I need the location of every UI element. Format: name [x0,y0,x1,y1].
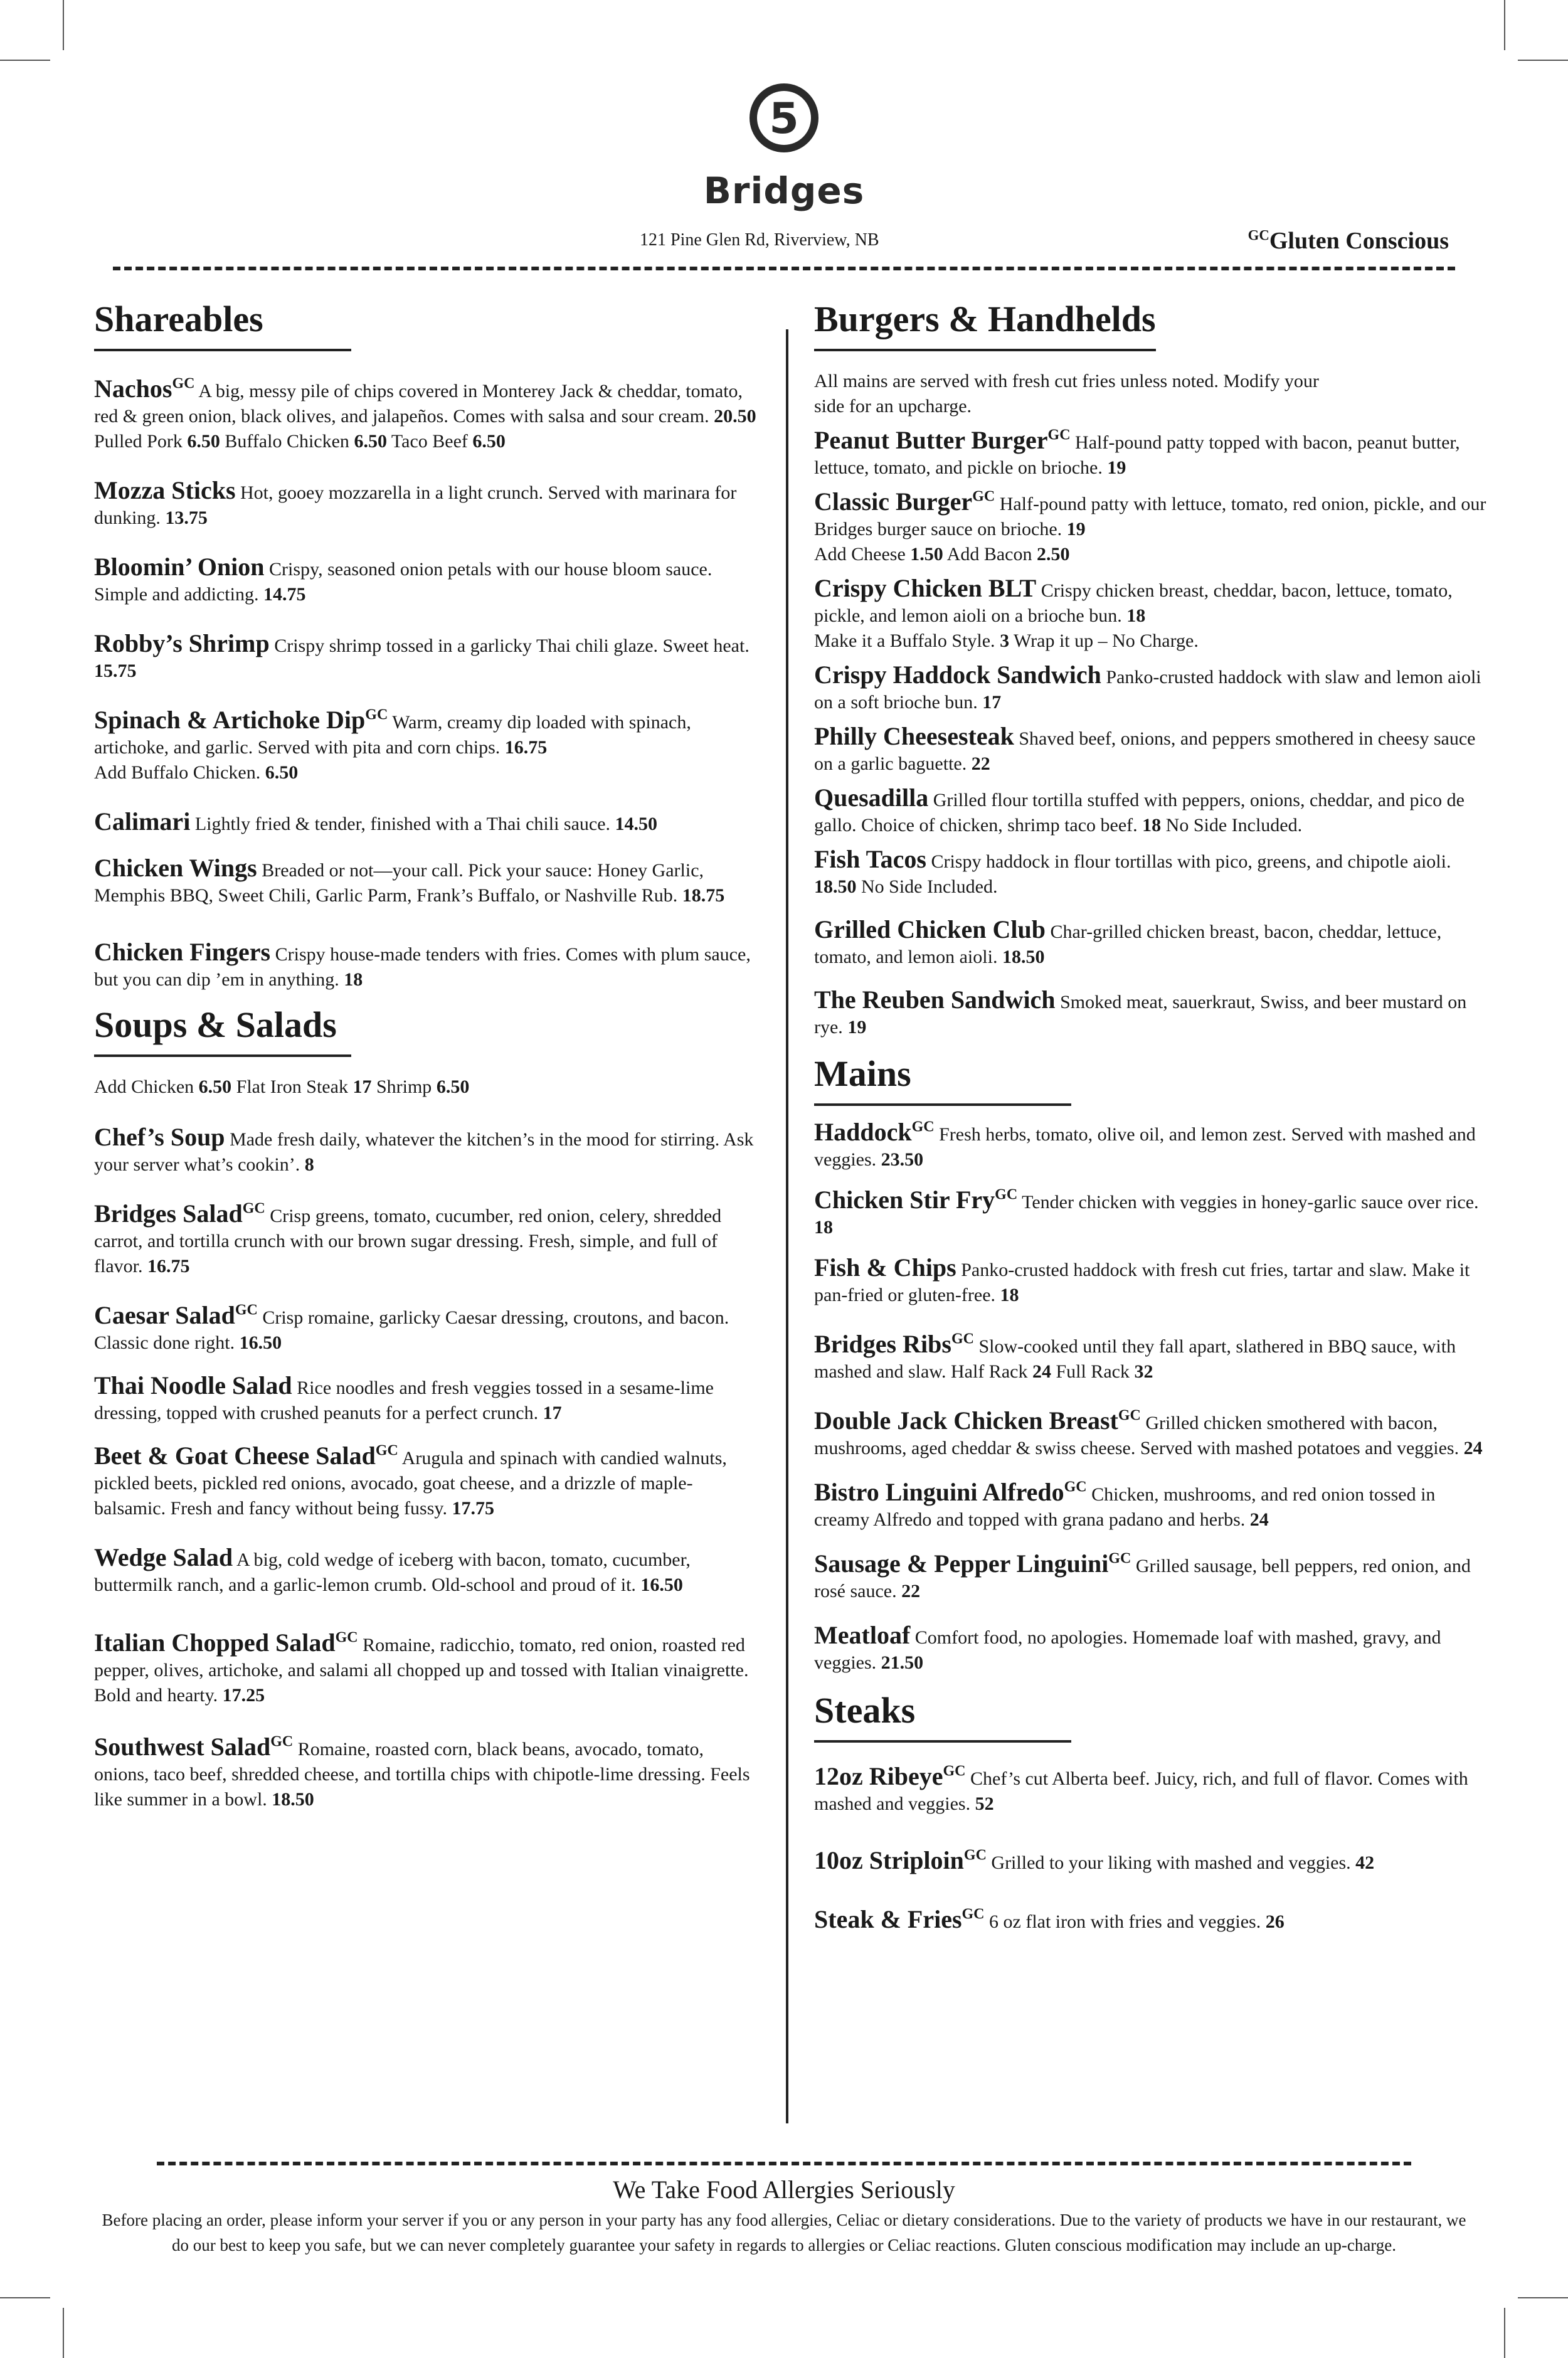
burgers-list [814,428,1491,1040]
extra-label: Buffalo Chicken [225,431,354,452]
item-name: Peanut Butter Burger$^{GC}$ [814,426,1071,454]
crop-mark [0,60,50,61]
item-price: 18 [1000,1285,1019,1305]
menu-item [94,1630,759,1708]
gc-badge: GC [943,1763,966,1780]
item-name: The Reuben Sandwich [814,985,1056,1014]
gc-badge: GC [375,1442,398,1459]
gc-badge: GC [335,1629,358,1646]
gc-badge: GC [270,1733,294,1750]
item-description: Smoked meat, sauerkraut, Swiss, and beer mustard on rye. [814,992,1467,1038]
item-name: Double Jack Chicken Breast$^{GC}$ [814,1406,1141,1435]
item-price: 18.50 [1002,947,1045,967]
menu-item [94,1125,759,1177]
item-name: Wedge Salad [94,1543,233,1571]
section-title: Mains [814,1053,1071,1106]
item-name: Thai Noodle Salad [94,1371,292,1399]
addon-price: 6.50 [198,1076,232,1097]
menu-header [0,82,1568,270]
item-name: Fish Tacos [814,845,926,873]
menu-item [814,1551,1491,1604]
menu-item [94,856,759,908]
menu-item [814,1907,1491,1935]
menu-item [94,478,759,531]
item-description: Breaded or not—your call. Pick your sauce: Honey Garlic, Memphis BBQ, Sweet Chili, Garlic Parm, Frank’s Buffalo, or Nashville Rub. [94,860,704,906]
item-price: 19 [1107,457,1126,478]
item-description: Made fresh daily, whatever the kitchen’s in the mood for stirring. Ask your server what’s cookin’. [94,1129,754,1175]
menu-item [814,1255,1491,1308]
item-description: A big, cold wedge of iceberg with bacon, tomato, cucumber, buttermilk ranch, and a garlic-lemon crumb. Old-school and proud of it. [94,1549,691,1595]
soups-salads-section [94,1004,759,1812]
item-price: 18 [1142,815,1162,836]
menu-item [814,1120,1491,1172]
item-price: 15.75 [94,661,137,681]
allergy-notice [94,2175,1474,2258]
item-price: 13.75 [165,507,208,528]
item-description: Arugula and spinach with candied walnuts, pickled beets, pickled red onions, avocado, goat cheese, and a drizzle of maple-balsamic. Fresh and fancy without being fussy. [94,1448,727,1519]
item-name: Bloomin’ Onion [94,553,265,581]
soups-addons-note [94,1075,759,1100]
menu-item [814,428,1491,481]
item-price: 18.50 [272,1789,314,1810]
header-divider [113,267,1455,270]
menu-item [814,1480,1491,1532]
brand-name: Bridges [703,169,865,212]
addon-label: Flat Iron Steak [236,1076,353,1097]
item-price: 17 [982,692,1002,713]
extra-price: 3 [1000,630,1010,651]
extra-label: Add Cheese [814,544,911,565]
item-name: Mozza Sticks [94,476,236,504]
item-price: 22 [971,753,990,774]
menu-item [94,1734,759,1812]
item-price: 18 [1126,605,1146,626]
extra-label: Make it a Buffalo Style. [814,630,1000,651]
item-description: Char-grilled chicken breast, bacon, cheddar, lettuce, tomato, and lemon aioli. [814,921,1442,967]
item-extras [814,542,1491,567]
burgers-section [814,298,1491,1040]
menu-item [94,708,759,785]
item-description: Warm, creamy dip loaded with spinach, artichoke, and garlic. Served with pita and corn chips. [94,712,691,758]
item-name: Classic Burger$^{GC}$ [814,487,995,516]
restaurant-address: 121 Pine Glen Rd, Riverview, NB [640,230,879,250]
item-price: 14.75 [263,584,306,605]
burgers-note: All mains are served with fresh cut fries unless noted. Modify your side for an upcharge. [814,371,1319,417]
item-description: Comfort food, no apologies. Homemade loaf with mashed, gravy, and veggies. [814,1627,1441,1673]
item-name: Chicken Stir Fry$^{GC}$ [814,1186,1018,1214]
item-price: 8 [304,1154,314,1175]
item-price: 22 [901,1581,921,1601]
item-price: 14.50 [615,814,658,834]
item-name: Chef’s Soup [94,1123,225,1151]
item-name: Philly Cheesesteak [814,722,1014,750]
menu-item [814,785,1491,838]
item-name: Bridges Ribs$^{GC}$ [814,1330,974,1358]
item-description: Half-pound patty topped with bacon, peanut butter, lettuce, tomato, and pickle on brioche. [814,432,1460,478]
menu-item [94,1373,759,1426]
footer-divider [157,2162,1411,2165]
left-column [94,298,759,1812]
shareables-list [94,376,759,992]
menu-item [814,1187,1491,1240]
gc-badge: GC [242,1200,265,1217]
item-description: Tender chicken with veggies in honey-garlic sauce over rice. [1022,1192,1479,1213]
item-description: Crispy chicken breast, cheddar, bacon, lettuce, tomato, pickle, and lemon aioli on a brioche bun. [814,580,1453,626]
item-price: 20.50 [714,406,756,427]
item-extras [94,760,759,785]
item-price: 17.75 [452,1498,494,1519]
extra-price: 1.50 [910,544,943,565]
item-description: Grilled sausage, bell peppers, red onion, and rosé sauce. [814,1556,1471,1601]
shareables-section [94,298,759,992]
item-description: Crispy haddock in flour tortillas with pico, greens, and chipotle aioli. [931,851,1451,872]
menu-item [94,1201,759,1279]
item-description: Grilled chicken smothered with bacon, mushrooms, aged cheddar & swiss cheese. Served with mashed potatoes and veggies. [814,1413,1464,1458]
addon-label: Shrimp [376,1076,437,1097]
item-description: Panko-crusted haddock with slaw and lemon aioli on a soft brioche bun. [814,667,1481,713]
item-description: Crisp romaine, garlicky Caesar dressing, croutons, and bacon. Classic done right. [94,1307,729,1353]
extra-label: Add Buffalo Chicken. [94,762,265,783]
addon-price: 17 [352,1076,372,1097]
item-price: 26 [1265,1911,1285,1932]
item-description: Crispy shrimp tossed in a garlicky Thai chili glaze. Sweet heat. [274,635,750,656]
item-name: Robby’s Shrimp [94,629,270,657]
extra-price: 6.50 [187,431,220,452]
item-description: Romaine, radicchio, tomato, red onion, roasted red pepper, olives, artichoke, and salami all chopped up and tossed with Italian vinaigrette. Bold and hearty. [94,1635,749,1706]
item-description: 6 oz flat iron with fries and veggies. [989,1911,1266,1932]
allergy-text: Before placing an order, please inform your server if you or any person in your party has any food allergies, Celiac or dietary considerations. Due to the variety of products we have in our restaurant, we do our best to keep you safe, but we can never completely guarantee your safety in regards to allergies or Celiac reactions. Gluten conscious modification may include an up-charge. [102,2211,1466,2254]
item-note: No Side Included. [1165,815,1303,836]
item-description: A big, messy pile of chips covered in Monterey Jack & cheddar, tomato, red & green onion, black olives, and jalapeños. Comes with salsa and sour cream. [94,381,743,427]
menu-item [94,376,759,454]
menu-item [94,1545,759,1598]
menu-item [814,1332,1491,1384]
extra-label: Taco Beef [391,431,473,452]
menu-item [814,917,1491,970]
item-name: Bistro Linguini Alfredo$^{GC}$ [814,1478,1087,1506]
item-price: 17.25 [222,1685,265,1706]
steaks-list [814,1764,1491,1935]
extra-label: Wrap it up – No Charge. [1014,630,1199,651]
item-price: 18.50 [814,876,857,897]
menu-item [814,1764,1491,1817]
item-name: Fish & Chips [814,1253,956,1282]
crop-mark [1504,0,1505,50]
item-note: No Side Included. [861,876,998,897]
gc-badge: GC [961,1906,985,1923]
mains-section [814,1053,1491,1676]
menu-item [814,987,1491,1040]
extra-label: Add Bacon [946,544,1037,565]
item-price: 18 [814,1217,833,1238]
gluten-conscious-key [1248,227,1449,255]
crop-mark [1504,2308,1505,2358]
menu-item [814,1848,1491,1876]
menu-item [814,662,1491,715]
menu-item [94,1443,759,1521]
item-name: Spinach & Artichoke Dip$^{GC}$ [94,706,388,734]
item-name: Meatloaf [814,1621,911,1649]
item-name: Crispy Haddock Sandwich [814,661,1101,689]
item-name: 12oz Ribeye$^{GC}$ [814,1762,966,1790]
addon-label: Add Chicken [94,1076,199,1097]
gc-badge: GC [172,375,195,392]
item-description: Grilled to your liking with mashed and veggies. [991,1852,1356,1873]
item-name: Haddock$^{GC}$ [814,1118,935,1146]
item-price: 24 [1463,1438,1483,1458]
item-price: 18.75 [682,885,725,906]
item-name: Grilled Chicken Club [814,915,1046,943]
section-title: Shareables [94,298,351,351]
logo-numeral: 5 [769,94,799,144]
gc-badge: GC [1108,1550,1131,1567]
crop-mark [1518,2297,1568,2298]
item-description: Shaved beef, onions, and peppers smothered in cheesy sauce on a garlic baguette. [814,728,1476,774]
item-option: Full Rack [1056,1361,1135,1382]
item-name: Italian Chopped Salad$^{GC}$ [94,1628,358,1657]
item-name: Chicken Fingers [94,938,271,966]
mains-list [814,1120,1491,1676]
five-bridges-logo [748,82,820,154]
menu-item [814,724,1491,777]
menu-item [94,940,759,992]
item-description: Grilled flour tortilla stuffed with peppers, onions, cheddar, and pico de gallo. Choice of chicken, shrimp taco beef. [814,790,1465,836]
allergy-title: We Take Food Allergies Seriously [613,2175,955,2204]
gc-badge: GC [1047,427,1071,443]
item-price: 16.50 [640,1575,683,1595]
extra-price: 2.50 [1036,544,1070,565]
item-price: 52 [975,1793,994,1814]
extra-price: 6.50 [265,762,299,783]
addon-price: 6.50 [436,1076,470,1097]
item-price: 17 [543,1403,562,1423]
right-column [814,298,1491,1935]
crop-mark [0,2297,50,2298]
item-price: 24 [1032,1361,1051,1382]
item-name: Quesadilla [814,783,929,812]
menu-item [814,489,1491,567]
gc-badge: GC [911,1118,935,1135]
item-description: Slow-cooked until they fall apart, slathered in BBQ sauce, with mashed and slaw. Half Rack [814,1336,1456,1382]
item-description: Crispy, seasoned onion petals with our house bloom sauce. Simple and addicting. [94,559,712,605]
menu-item [814,576,1491,654]
item-name: Beet & Goat Cheese Salad$^{GC}$ [94,1442,398,1470]
steaks-section [814,1689,1491,1935]
extra-label: Pulled Pork [94,431,188,452]
menu-item [814,1408,1491,1461]
section-title: Burgers & Handhelds [814,298,1156,351]
item-price: 16.50 [239,1332,282,1353]
item-name: Southwest Salad$^{GC}$ [94,1733,294,1761]
gc-badge: GC [235,1302,258,1319]
item-price: 21.50 [881,1652,924,1673]
section-title: Soups & Salads [94,1004,351,1057]
item-name: Calimari [94,807,191,836]
item-name: Nachos$^{GC}$ [94,374,195,403]
gc-badge: GC [365,706,388,723]
gc-badge: GC [972,488,995,505]
item-description: Chicken, mushrooms, and red onion tossed in creamy Alfredo and topped with grana padano and herbs. [814,1484,1436,1530]
gc-mark: GC [1248,227,1269,243]
item-option-price: 32 [1134,1361,1153,1382]
item-description: Hot, gooey mozzarella in a light crunch. Served with marinara for dunking. [94,482,737,528]
menu-item [94,555,759,607]
extra-price: 6.50 [472,431,506,452]
item-name: Chicken Wings [94,854,257,882]
item-price: 23.50 [881,1149,924,1170]
gc-label: Gluten Conscious [1269,228,1449,254]
item-name: Bridges Salad$^{GC}$ [94,1199,265,1228]
menu-item [94,1303,759,1356]
item-description: Rice noodles and fresh veggies tossed in a sesame-lime dressing, topped with crushed peanuts for a perfect crunch. [94,1378,714,1423]
menu-item [814,1623,1491,1676]
gc-badge: GC [995,1186,1018,1203]
item-name: 10oz Striploin$^{GC}$ [814,1846,987,1874]
item-description: Crisp greens, tomato, cucumber, red onion, celery, shredded carrot, and tortilla crunch with our brown sugar dressing. Fresh, simple, and full of flavor. [94,1206,722,1277]
item-price: 19 [847,1017,867,1038]
column-divider [786,329,788,2123]
menu-item [814,847,1491,900]
extra-price: 6.50 [354,431,387,452]
soups-salads-list [94,1125,759,1812]
crop-mark [63,0,64,50]
item-description: Chef’s cut Alberta beef. Juicy, rich, and full of flavor. Comes with mashed and veggies. [814,1768,1468,1814]
item-description: Half-pound patty with lettuce, tomato, red onion, pickle, and our Bridges burger sauce on brioche. [814,494,1486,539]
item-price: 19 [1066,519,1086,539]
item-price: 24 [1249,1509,1269,1530]
section-title: Steaks [814,1689,1071,1743]
menu-item [94,809,759,837]
crop-mark [63,2308,64,2358]
item-name: Caesar Salad$^{GC}$ [94,1301,258,1329]
item-price: 42 [1355,1852,1375,1873]
item-name: Sausage & Pepper Linguini$^{GC}$ [814,1549,1131,1578]
item-name: Crispy Chicken BLT [814,574,1037,602]
gc-badge: GC [1118,1407,1141,1424]
item-price: 16.75 [504,737,548,758]
crop-mark [1518,60,1568,61]
item-extras [94,429,759,454]
item-price: 16.75 [147,1256,190,1277]
item-description: Lightly fried & tender, finished with a Thai chili sauce. [194,814,615,834]
gc-badge: GC [963,1847,987,1864]
gc-badge: GC [951,1330,974,1347]
item-description: Crispy house-made tenders with fries. Comes with plum sauce, but you can dip ’em in anything. [94,944,751,990]
item-description: Romaine, roasted corn, black beans, avocado, tomato, onions, taco beef, shredded cheese, and tortilla chips with chipotle-lime dressing. Feels like summer in a bowl. [94,1739,750,1810]
item-description: Panko-crusted haddock with fresh cut fries, tartar and slaw. Make it pan-fried or gluten-free. [814,1260,1470,1305]
item-description: Fresh herbs, tomato, olive oil, and lemon zest. Served with mashed and veggies. [814,1124,1476,1170]
item-name: Steak & Fries$^{GC}$ [814,1905,985,1933]
item-price: 18 [344,969,363,990]
item-extras [814,629,1491,654]
gc-badge: GC [1064,1479,1087,1495]
menu-item [94,631,759,684]
